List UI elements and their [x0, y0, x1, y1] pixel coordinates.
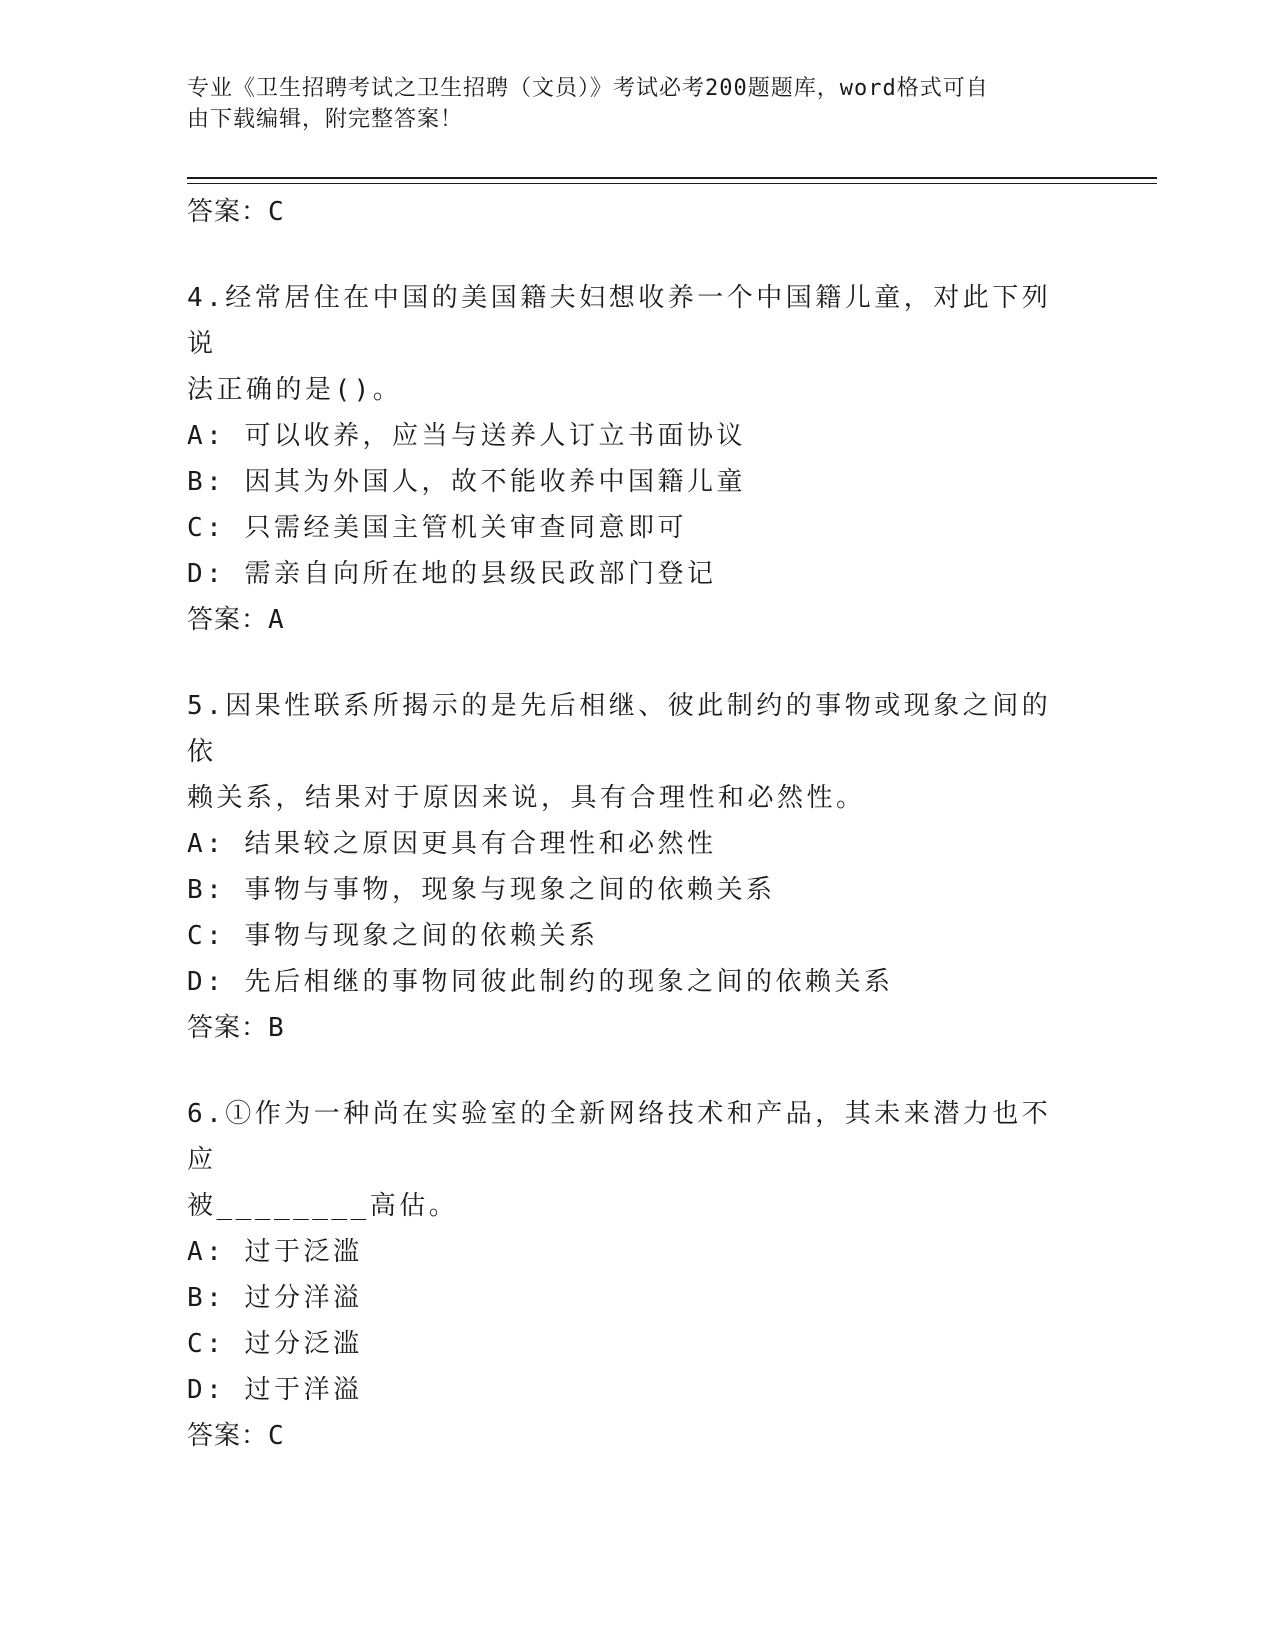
- question-stem: [187, 683, 1067, 821]
- question-stem-line-2: 赖关系，结果对于原因来说，具有合理性和必然性。: [187, 783, 866, 813]
- answer-value: B: [268, 1013, 285, 1043]
- option-a: A: 可以收养，应当与送养人订立书面协议: [187, 421, 746, 451]
- question-stem-line-2: 法正确的是()。: [187, 375, 403, 405]
- question-answer: [187, 1005, 1067, 1051]
- option-a: A: 过于泛滥: [187, 1237, 363, 1267]
- question-answer: [187, 597, 1067, 643]
- answer-label: 答案：: [187, 605, 269, 635]
- option-a: A: 结果较之原因更具有合理性和必然性: [187, 829, 717, 859]
- question-stem: [187, 1091, 1067, 1229]
- question-answer: [187, 1413, 1067, 1459]
- answer-value: A: [268, 605, 285, 635]
- question-stem-line-2: 被________高估。: [187, 1191, 459, 1221]
- question-list: [187, 189, 1067, 1459]
- header-line-1: 专业《卫生招聘考试之卫生招聘（文员）》考试必考200题题库，word格式可自: [187, 76, 989, 101]
- question-stem: [187, 275, 1067, 413]
- option-d: D: 过于洋溢: [187, 1375, 363, 1405]
- question-stem-line-1: 4.经常居住在中国的美国籍夫妇想收养一个中国籍儿童，对此下列说: [187, 283, 1052, 359]
- question-4: [187, 275, 1067, 643]
- answer-value: C: [268, 1421, 285, 1451]
- option-c: C: 只需经美国主管机关审查同意即可: [187, 513, 687, 543]
- header-rule-thin: [187, 183, 1157, 184]
- answer-value: C: [268, 197, 285, 227]
- previous-answer: [187, 189, 1067, 235]
- question-6: [187, 1091, 1067, 1459]
- header-rule-thick: [187, 177, 1157, 179]
- option-b: B: 过分洋溢: [187, 1283, 363, 1313]
- option-b: B: 事物与事物，现象与现象之间的依赖关系: [187, 875, 776, 905]
- question-5: [187, 683, 1067, 1051]
- option-b: B: 因其为外国人，故不能收养中国籍儿童: [187, 467, 746, 497]
- document-header: [187, 73, 1077, 135]
- question-stem-line-1: 6.①作为一种尚在实验室的全新网络技术和产品，其未来潜力也不应: [187, 1099, 1052, 1175]
- answer-label: 答案：: [187, 1421, 269, 1451]
- header-line-2: 由下载编辑，附完整答案！: [187, 107, 464, 132]
- option-d: D: 需亲自向所在地的县级民政部门登记: [187, 559, 717, 589]
- option-c: C: 过分泛滥: [187, 1329, 363, 1359]
- answer-label: 答案：: [187, 1013, 269, 1043]
- option-c: C: 事物与现象之间的依赖关系: [187, 921, 599, 951]
- question-stem-line-1: 5.因果性联系所揭示的是先后相继、彼此制约的事物或现象之间的依: [187, 691, 1052, 767]
- answer-label: 答案：: [187, 197, 269, 227]
- option-d: D: 先后相继的事物同彼此制约的现象之间的依赖关系: [187, 967, 894, 997]
